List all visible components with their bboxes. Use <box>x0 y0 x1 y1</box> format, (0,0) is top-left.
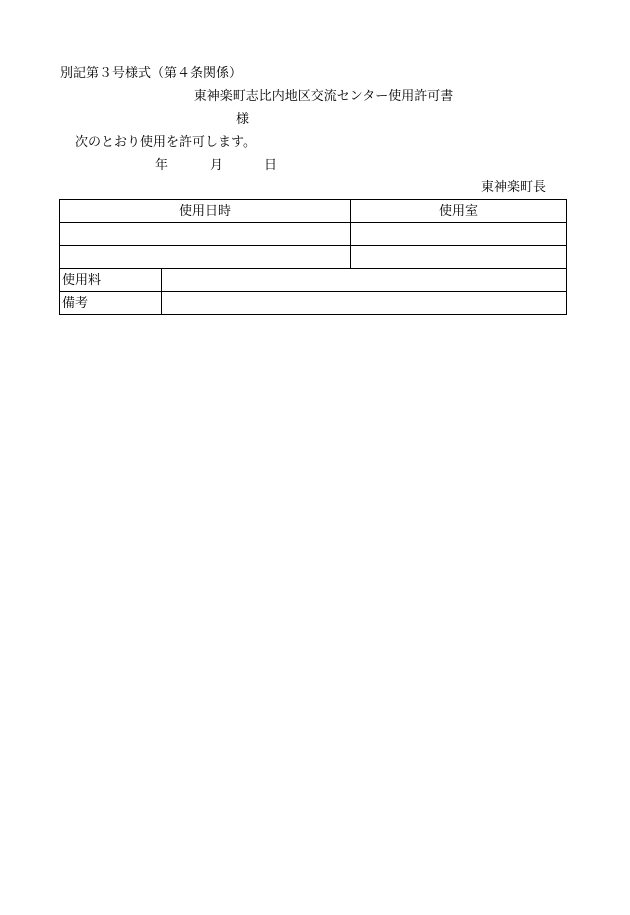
issuer-name: 東神楽町長 <box>481 180 547 195</box>
usage-datetime-cell <box>60 223 351 246</box>
fee-label: 使用料 <box>60 269 162 292</box>
usage-room-cell <box>351 223 567 246</box>
permit-statement: 次のとおり使用を許可します。 <box>75 135 256 150</box>
date-day-label: 日 <box>264 158 278 173</box>
table-header-row <box>60 200 567 223</box>
usage-room-cell <box>351 246 567 269</box>
table-row <box>60 246 567 269</box>
remarks-row <box>60 292 567 315</box>
fee-row <box>60 269 567 292</box>
addressee-suffix: 様 <box>236 112 250 127</box>
table-row <box>60 223 567 246</box>
remarks-label: 備考 <box>60 292 162 315</box>
fee-value <box>162 269 567 292</box>
date-month-label: 月 <box>210 158 224 173</box>
document-title: 東神楽町志比内地区交流センター使用許可書 <box>193 89 454 104</box>
header-usage-room: 使用室 <box>351 200 567 223</box>
form-number: 別記第３号様式（第４条関係） <box>60 66 243 81</box>
header-usage-datetime: 使用日時 <box>60 200 351 223</box>
usage-datetime-cell <box>60 246 351 269</box>
remarks-value <box>162 292 567 315</box>
permit-table <box>59 199 567 315</box>
date-year-label: 年 <box>155 158 169 173</box>
